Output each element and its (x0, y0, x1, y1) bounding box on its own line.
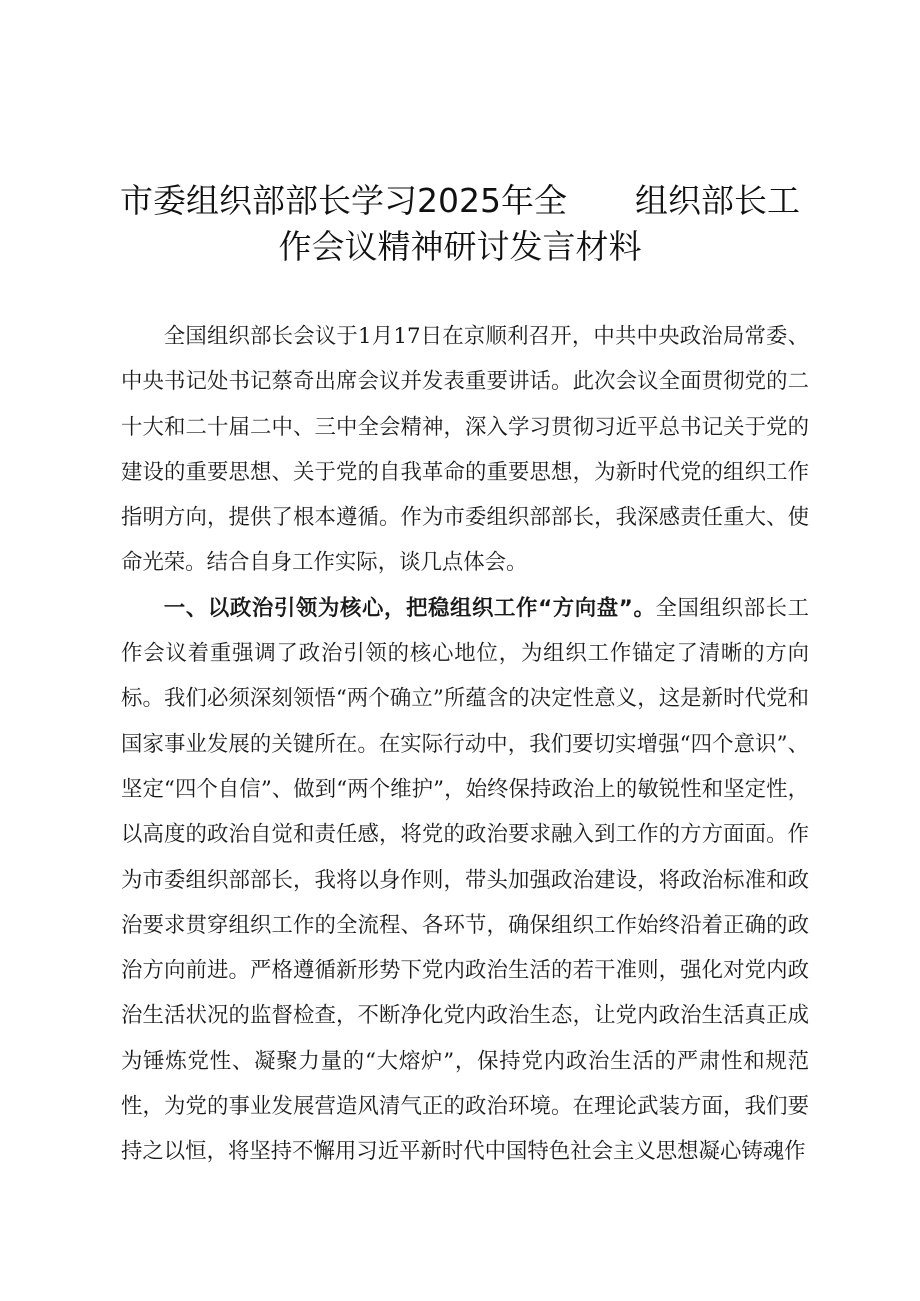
title-line-2: 作会议精神研讨发言材料 (278, 227, 642, 266)
title-line-1-part-2: 组织部长工 (634, 181, 800, 220)
document-title (100, 178, 820, 270)
paragraph-section-1 (121, 586, 809, 1175)
section-1-heading: 一、以政治引领为核心，把稳组织工作“方向盘”。 (163, 595, 656, 621)
paragraph-intro (121, 314, 809, 586)
title-line-1-part-1: 市委组织部部长学习2025年全 (120, 181, 567, 220)
title-line-1 (100, 178, 820, 224)
section-1-text: 全国组织部长工作会议着重强调了政治引领的核心地位，为组织工作锚定了清晰的方向标。我们必须深刻领悟“两个确立”所蕴含的决定性意义，这是新时代党和国家事业发展的关键所在。在实际行动中，我们要切实增强“四个意识”、坚定“四个自信”、做到“两个维护”，始终保持政治上的敏锐性和坚定性，以高度的政治自觉和责任感，将党的政治要求融入到工作的方方面面。作为市委组织部部长，我将以身作则，带头加强政治建设，将政治标准和政治要求贯穿组织工作的全流程、各环节，确保组织工作始终沿着正确的政治方向前进。严格遵循新形势下党内政治生活的若干准则，强化对党内政治生活状况的监督检查，不断净化党内政治生态，让党内政治生活真正成为锤炼党性、凝聚力量的“大熔炉”，保持党内政治生活的严肃性和规范性，为党的事业发展营造风清气正的政治环境。在理论武装方面，我们要持之以恒，将坚持不懈用习近平新时代中国特色社会主义思想凝心铸魂作 (121, 595, 809, 1165)
paragraph-intro-text: 全国组织部长会议于1月17日在京顺利召开，中共中央政治局常委、中央书记处书记蔡奇出席会议并发表重要讲话。此次会议全面贯彻党的二十大和二十届二中、三中全会精神，深入学习贯彻习近平总书记关于党的建设的重要思想、关于党的自我革命的重要思想，为新时代党的组织工作指明方向，提供了根本遵循。作为市委组织部部长，我深感责任重大、使命光荣。结合自身工作实际，谈几点体会。 (121, 324, 809, 576)
document-body (121, 314, 809, 1175)
